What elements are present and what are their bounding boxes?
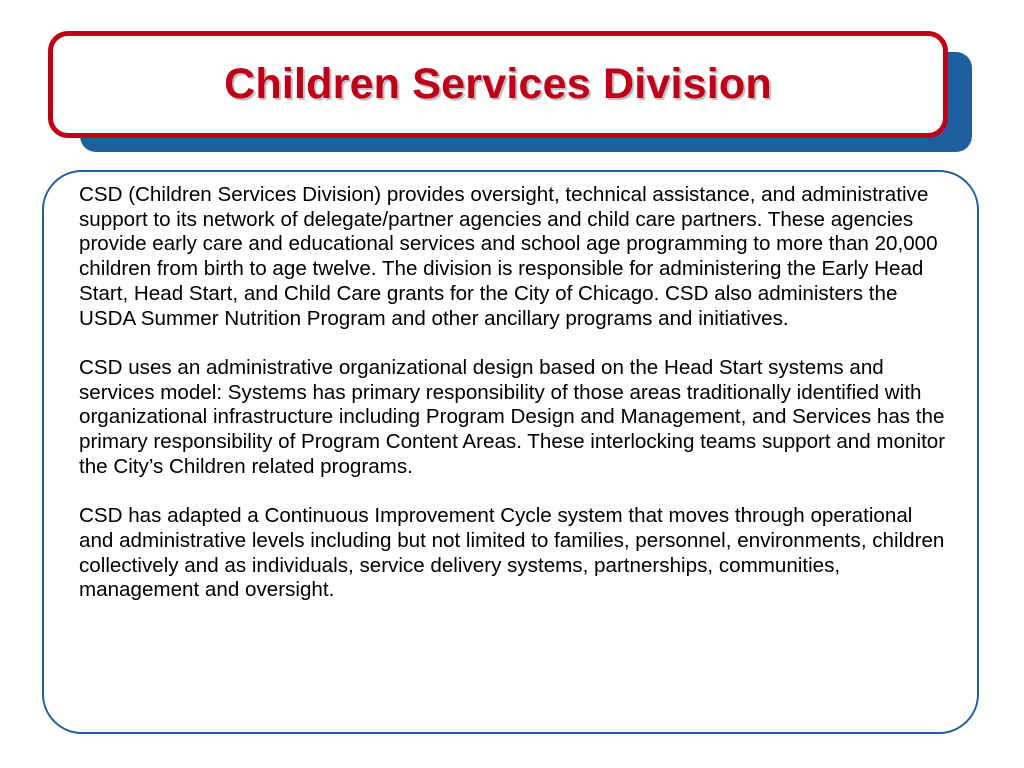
title-banner bbox=[48, 31, 948, 138]
body-text bbox=[79, 183, 947, 603]
slide-title: Children Services Division bbox=[224, 60, 772, 108]
paragraph-organizational-design: CSD uses an administrative organizational design based on the Head Start systems and services model: Systems has primary responsibility of those areas traditionally identified with organizational infrastructure including Program Design and Management, and Services has the primary responsibility of Program Content Areas. These interlocking teams support and monitor the City’s Children related programs. bbox=[79, 355, 946, 478]
paragraph-continuous-improvement: CSD has adapted a Continuous Improvement Cycle system that moves through operational and administrative levels including but not limited to families, personnel, environments, children collectively and as individuals, service delivery systems, partnerships, communities, management and oversight. bbox=[79, 504, 945, 602]
paragraph-overview: CSD (Children Services Division) provides oversight, technical assistance, and administrative support to its network of delegate/partner agencies and child care partners. These agencies provide early care and educational services and school age programming to more than 20,000 children from birth to age twelve. The division is responsible for administering the Early Head Start, Head Start, and Child Care grants for the City of Chicago. CSD also administers the USDA Summer Nutrition Program and other ancillary programs and initiatives. bbox=[79, 183, 938, 330]
